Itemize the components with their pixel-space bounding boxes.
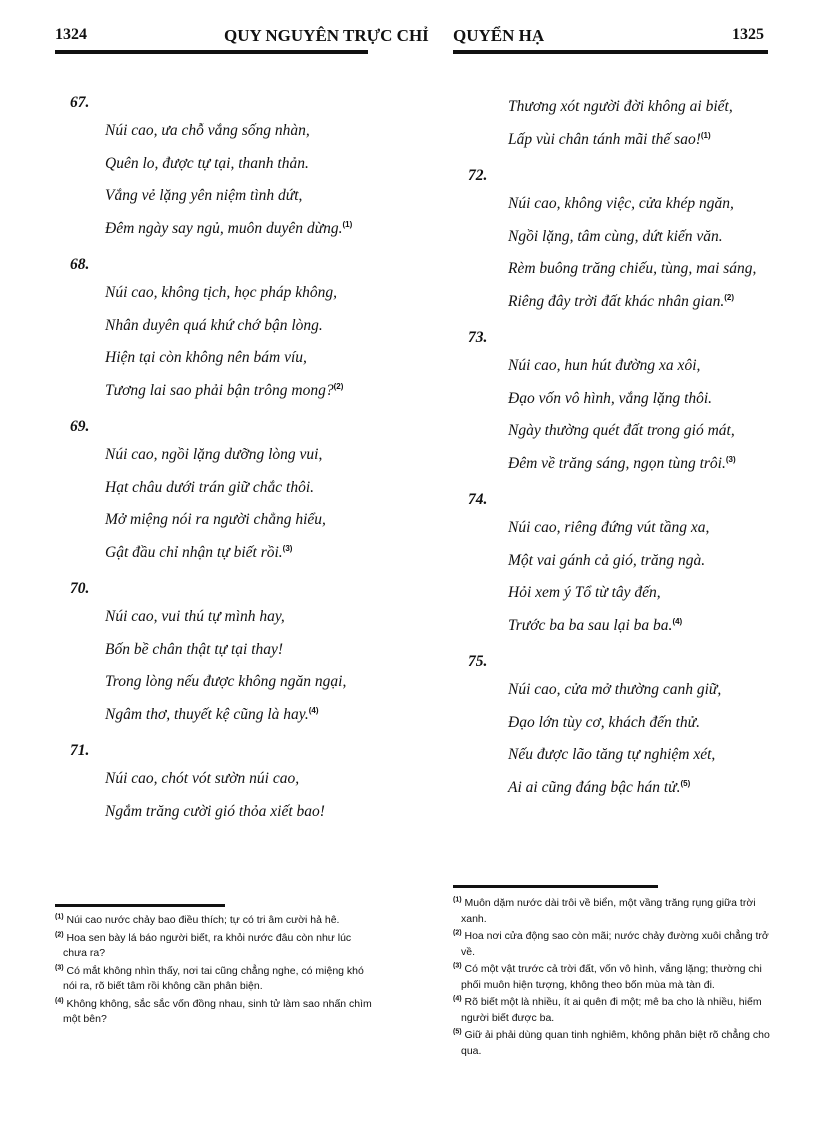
verse-line: Đêm về trăng sáng, ngọn tùng trôi.$^{(3)}$ (508, 454, 736, 472)
footnote-rule (453, 885, 658, 888)
footnotes (453, 896, 778, 1061)
verse-line: Ngắm trăng cười gió thỏa xiết bao! (105, 802, 325, 820)
poem-number: 74. (468, 491, 488, 508)
verse-line: Hiện tại còn không nên bám víu, (105, 349, 307, 366)
footnotes (55, 913, 373, 1030)
footnote: $^{(2)}$ Hoa nơi cửa động sao còn mãi; nước chảy đường xuôi chẳng trở về. (453, 929, 769, 958)
verse-line: Núi cao, ngồi lặng dưỡng lòng vui, (105, 446, 323, 463)
poem-number: 71. (70, 742, 90, 759)
verse-line: Đạo vốn vô hình, vắng lặng thôi. (508, 389, 713, 407)
footnote-ref[interactable]: (2) (724, 292, 734, 302)
footnote-ref[interactable]: (1) (342, 219, 353, 229)
verse-line: Núi cao, không việc, cửa khép ngăn, (508, 195, 734, 212)
verse-line: Rèm buông trăng chiếu, tùng, mai sáng, (508, 260, 757, 277)
verse-line: Nếu được lão tăng tự nghiệm xét, (508, 746, 716, 763)
verse-line: Nhân duyên quá khứ chớ bận lòng. (105, 316, 323, 334)
verse-line: Trong lòng nếu được không ngăn ngại, (105, 673, 347, 690)
footnote: $^{(5)}$ Giữ ải phải dùng quan tinh nghiêm, không phân biệt rõ chẳng cho qua. (453, 1028, 770, 1057)
footnote-mark: (5) (453, 1028, 462, 1036)
verse-line: Vắng vẻ lặng yên niệm tình dứt, (105, 187, 303, 204)
verse-line: Bốn bề chân thật tự tại thay! (105, 640, 284, 658)
footnote: $^{(4)}$ Không không, sắc sắc vốn đồng nhau, sinh tử làm sao nhấn chìm một bên? (55, 997, 372, 1025)
verse-line: Núi cao, riêng đứng vút tầng xa, (508, 519, 710, 536)
page-number: 1325 (732, 26, 764, 43)
poem-number: 72. (468, 167, 488, 184)
verse-line: Đêm ngày say ngủ, muôn duyên dừng.$^{(1)}$ (105, 219, 353, 237)
verse-line: Núi cao, cửa mở thường canh giữ, (508, 681, 722, 698)
verse-line: Hạt châu dưới trán giữ chắc thôi. (105, 478, 315, 496)
poem-number: 70. (70, 580, 90, 597)
verse-line: Trước ba ba sau lại ba ba.$^{(4)}$ (508, 616, 683, 634)
poem-list (468, 91, 798, 804)
verse-line: Quên lo, được tự tại, thanh thản. (105, 154, 309, 172)
verse-line: Đạo lớn tùy cơ, khách đến thử. (508, 713, 701, 731)
footnote-ref[interactable]: (3) (282, 543, 293, 553)
verse-line: Lấp vùi chân tánh mãi thế sao!$^{(1)}$ (508, 130, 711, 148)
verse-line: Gật đầu chỉ nhận tự biết rồi.$^{(3)}$ (105, 543, 293, 561)
verse-line: Núi cao, hun hút đường xa xôi, (508, 357, 701, 374)
verse-line: Ngồi lặng, tâm cùng, dứt kiến văn. (508, 227, 723, 245)
footnote-mark: (2) (453, 929, 462, 937)
verse-line: Ai ai cũng đáng bậc hán tử.$^{(5)}$ (508, 778, 691, 796)
verse-line: Riêng đây trời đất khác nhân gian.$^{(2)}$ (508, 292, 734, 310)
footnote: $^{(1)}$ Muôn dặm nước dài trôi về biển, một vầng trăng rụng giữa trời xanh. (453, 896, 756, 925)
verse-line: Mở miệng nói ra người chẳng hiểu, (105, 511, 326, 528)
verse-line: Núi cao, vui thú tự mình hay, (105, 608, 285, 625)
footnote: $^{(4)}$ Rõ biết một là nhiều, ít ai quên đi một; mê ba cho là nhiều, hiếm người biết được ba. (453, 995, 762, 1024)
footnote-ref[interactable]: (3) (725, 454, 736, 464)
verse-line: Một vai gánh cả gió, trăng ngà. (508, 551, 706, 569)
verse-line: Núi cao, ưa chỗ vắng sống nhàn, (105, 122, 310, 139)
poem-number: 73. (468, 329, 488, 346)
footnote-rule (55, 904, 225, 907)
poem-number: 69. (70, 418, 90, 435)
footnote-mark: (3) (453, 962, 462, 970)
right-page (408, 0, 816, 1123)
footnote-mark: (4) (453, 995, 462, 1003)
poem-number: 75. (468, 653, 488, 670)
running-title: QUY NGUYÊN TRỰC CHỈ (224, 26, 429, 45)
verse-line: Núi cao, chót vót sườn núi cao, (105, 770, 300, 787)
verse-line: Tương lai sao phải bận trông mong?$^{(2)}$ (105, 381, 344, 399)
footnote-ref[interactable]: (1) (700, 130, 711, 140)
page-number: 1324 (55, 26, 87, 43)
footnote-ref[interactable]: (2) (333, 381, 344, 391)
verse-line: Ngâm thơ, thuyết kệ cũng là hay.$^{(4)}$ (105, 705, 319, 723)
verse-line: Núi cao, không tịch, học pháp không, (105, 284, 338, 301)
header-rule (55, 50, 368, 54)
footnote: $^{(2)}$ Hoa sen bày lá báo người biết, ra khỏi nước đâu còn như lúc chưa ra? (55, 931, 352, 959)
footnote-mark: (1) (453, 896, 462, 904)
footnote-mark: (3) (55, 964, 64, 971)
poem-number: 68. (70, 256, 90, 273)
verse-line: Thương xót người đời không ai biết, (508, 98, 733, 115)
footnote: $^{(3)}$ Có mắt không nhìn thấy, nơi tai cũng chẳng nghe, có miệng khó nói ra, rõ biết tâm rồi không cần phân biện. (55, 964, 364, 992)
footnote-ref[interactable]: (4) (672, 616, 683, 626)
poem-list (70, 91, 390, 828)
footnote-mark: (4) (55, 997, 64, 1004)
poem-number: 67. (70, 94, 90, 111)
footnote: $^{(1)}$ Núi cao nước chảy bao điều thích; tự có tri âm cười hả hê. (55, 913, 340, 926)
footnote-mark: (1) (55, 913, 64, 921)
verse-line: Hỏi xem ý Tổ từ tây đến, (508, 584, 661, 601)
footnote-ref[interactable]: (4) (308, 705, 319, 715)
running-title: QUYỂN HẠ (453, 26, 545, 45)
verse-line: Ngày thường quét đất trong gió mát, (508, 422, 735, 439)
footnote: $^{(3)}$ Có một vật trước cả trời đất, vốn vô hình, vắng lặng; thường chi phối muôn hiện tượng, không theo bốn mùa mà tàn đi. (453, 962, 762, 991)
header-rule (453, 50, 768, 54)
footnote-ref[interactable]: (5) (680, 778, 691, 788)
footnote-mark: (2) (55, 931, 64, 938)
